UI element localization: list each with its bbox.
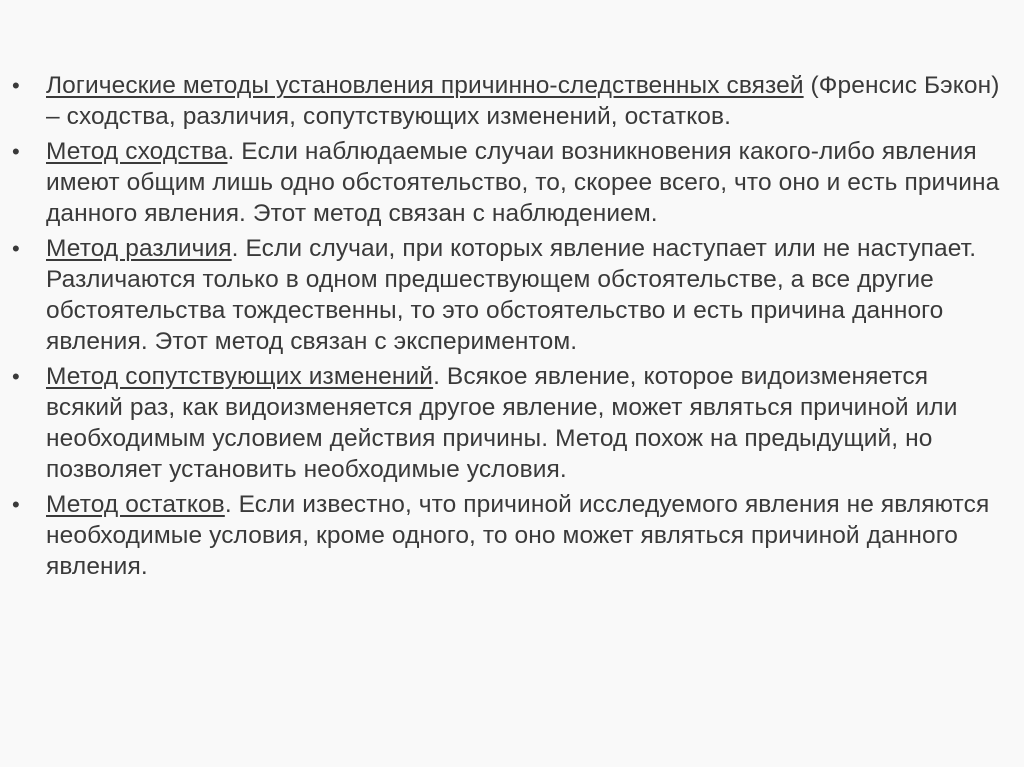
bullet-item-method-of-difference [12, 233, 1002, 357]
bullet-text: . Если известно, что причиной исследуемого явления не являются необходимые условия, кроме одного, то оно может являться причиной данного явления. [46, 491, 990, 580]
bullet-text: . Всякое явление, которое видоизменяется всякий раз, как видоизменяется другое явление, может являться причиной или необходимым условием действия причины. Метод похож на предыдущий, но позволяет установить необходимые условия. [46, 363, 958, 483]
bullet-item-method-of-agreement [12, 136, 1002, 229]
bullet-marker: • [12, 236, 20, 261]
bullet-marker: • [12, 492, 20, 517]
bullet-list [12, 70, 1002, 586]
bullet-marker: • [12, 73, 20, 98]
bullet-item-method-of-residues [12, 489, 1002, 582]
bullet-text: . Если случаи, при которых явление наступает или не наступает. Различаются только в одном предшествующем обстоятельстве, а все другие обстоятельства тождественны, то это обстоятельство и есть причина данного явления. Этот метод связан с экспериментом. [46, 235, 977, 355]
bullet-item-concomitant-variations [12, 361, 1002, 485]
bullet-marker: • [12, 139, 20, 164]
bullet-marker: • [12, 364, 20, 389]
bullet-term: Логические методы установления причинно-следственных связей [46, 72, 804, 99]
bullet-term: Метод сходства [46, 138, 228, 165]
bullet-item-logical-methods [12, 70, 1002, 132]
bullet-text: (Френсис Бэкон) – сходства, различия, сопутствующих изменений, остатков. [46, 72, 1000, 130]
bullet-text: . Если наблюдаемые случаи возникновения какого-либо явления имеют общим лишь одно обстоятельство, то, скорее всего, что оно и есть причина данного явления. Этот метод связан с наблюдением. [46, 138, 1000, 227]
bullet-term: Метод сопутствующих изменений [46, 363, 434, 390]
bullet-term: Метод остатков [46, 491, 225, 518]
bullet-term: Метод различия [46, 235, 232, 262]
